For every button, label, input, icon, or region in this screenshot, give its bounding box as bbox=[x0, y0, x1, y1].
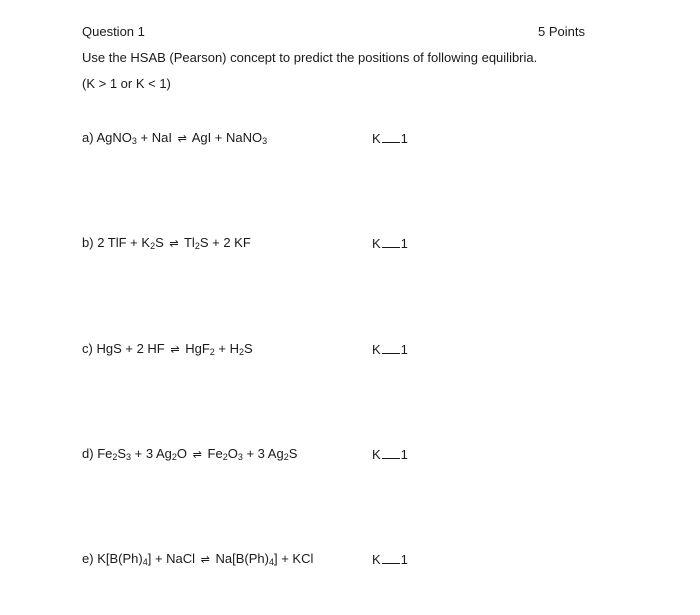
formula-subscript: 3 bbox=[131, 136, 137, 146]
equilibrium-equation bbox=[82, 551, 313, 566]
k-answer-field bbox=[372, 235, 408, 251]
equilibrium-equation bbox=[82, 130, 267, 145]
formula-subscript: 2 bbox=[150, 241, 156, 251]
equilibrium-equation bbox=[82, 235, 251, 250]
k-prefix: K bbox=[372, 236, 381, 251]
equilibrium-row bbox=[82, 551, 442, 571]
formula-text: S bbox=[117, 446, 127, 461]
formula-text: + H bbox=[214, 341, 240, 356]
question-condition: (K > 1 or K < 1) bbox=[82, 76, 171, 91]
k-answer-field bbox=[372, 551, 408, 567]
formula-text: ] + KCl bbox=[274, 551, 314, 566]
equation-label: e) bbox=[82, 551, 94, 566]
equilibrium-arrow-icon: ⇌ bbox=[177, 133, 187, 145]
k-value: 1 bbox=[400, 552, 408, 567]
formula-subscript: 3 bbox=[237, 452, 243, 462]
equilibrium-row bbox=[82, 341, 442, 361]
formula-text: S bbox=[288, 446, 298, 461]
k-answer-field bbox=[372, 446, 408, 462]
equilibrium-row bbox=[82, 235, 442, 255]
formula-text: HgF bbox=[185, 341, 210, 356]
formula-subscript: 2 bbox=[222, 452, 228, 462]
points-label: 5 Points bbox=[538, 24, 585, 39]
k-comparison-blank[interactable] bbox=[382, 551, 400, 564]
equilibrium-arrow-icon: ⇌ bbox=[200, 554, 210, 566]
formula-subscript: 4 bbox=[142, 557, 148, 567]
k-answer-field bbox=[372, 130, 408, 146]
formula-text: S bbox=[155, 235, 164, 250]
equation-label: a) bbox=[82, 130, 94, 145]
equation-label: b) bbox=[82, 235, 94, 250]
formula-text: Tl bbox=[183, 235, 195, 250]
equilibrium-arrow-icon: ⇌ bbox=[192, 449, 202, 461]
k-comparison-blank[interactable] bbox=[382, 235, 400, 248]
formula-subscript: 4 bbox=[268, 557, 274, 567]
formula-text: S + 2 KF bbox=[199, 235, 251, 250]
formula-text: + 3 Ag bbox=[131, 446, 172, 461]
formula-subscript: 2 bbox=[283, 452, 289, 462]
k-comparison-blank[interactable] bbox=[382, 446, 400, 459]
formula-text: Fe bbox=[97, 446, 113, 461]
equation-label: c) bbox=[82, 341, 93, 356]
formula-text: 2 TlF + K bbox=[97, 235, 151, 250]
equation-label: d) bbox=[82, 446, 94, 461]
question-instructions: Use the HSAB (Pearson) concept to predict the positions of following equilibria. bbox=[82, 50, 538, 65]
equilibrium-equation bbox=[82, 446, 297, 461]
question-title: Question 1 bbox=[82, 24, 145, 39]
formula-text: HgS + 2 HF bbox=[96, 341, 165, 356]
formula-text: AgNO bbox=[96, 130, 132, 145]
equilibrium-row bbox=[82, 446, 442, 466]
k-prefix: K bbox=[372, 342, 381, 357]
formula-text: Fe bbox=[207, 446, 223, 461]
equilibrium-arrow-icon: ⇌ bbox=[170, 344, 180, 356]
formula-text: O bbox=[176, 446, 188, 461]
k-value: 1 bbox=[400, 236, 408, 251]
equilibrium-equation bbox=[82, 341, 253, 356]
formula-text: ] + NaCl bbox=[147, 551, 196, 566]
k-prefix: K bbox=[372, 552, 381, 567]
formula-subscript: 3 bbox=[262, 136, 268, 146]
k-comparison-blank[interactable] bbox=[382, 130, 400, 143]
formula-subscript: 2 bbox=[239, 347, 245, 357]
k-value: 1 bbox=[400, 342, 408, 357]
formula-text: O bbox=[227, 446, 238, 461]
formula-subscript: 2 bbox=[112, 452, 118, 462]
k-answer-field bbox=[372, 341, 408, 357]
k-comparison-blank[interactable] bbox=[382, 341, 400, 354]
formula-text: + 3 Ag bbox=[242, 446, 284, 461]
formula-subscript: 2 bbox=[171, 452, 177, 462]
equilibrium-row bbox=[82, 130, 442, 150]
formula-text: Na[B(Ph) bbox=[215, 551, 269, 566]
formula-subscript: 3 bbox=[126, 452, 132, 462]
formula-text: S bbox=[244, 341, 253, 356]
formula-subscript: 2 bbox=[209, 347, 215, 357]
k-value: 1 bbox=[400, 131, 408, 146]
k-prefix: K bbox=[372, 447, 381, 462]
formula-text: AgI + NaNO bbox=[191, 130, 263, 145]
formula-text: + NaI bbox=[136, 130, 172, 145]
k-value: 1 bbox=[400, 447, 408, 462]
k-prefix: K bbox=[372, 131, 381, 146]
formula-subscript: 2 bbox=[194, 241, 200, 251]
formula-text: K[B(Ph) bbox=[97, 551, 143, 566]
equilibrium-arrow-icon: ⇌ bbox=[169, 238, 179, 250]
